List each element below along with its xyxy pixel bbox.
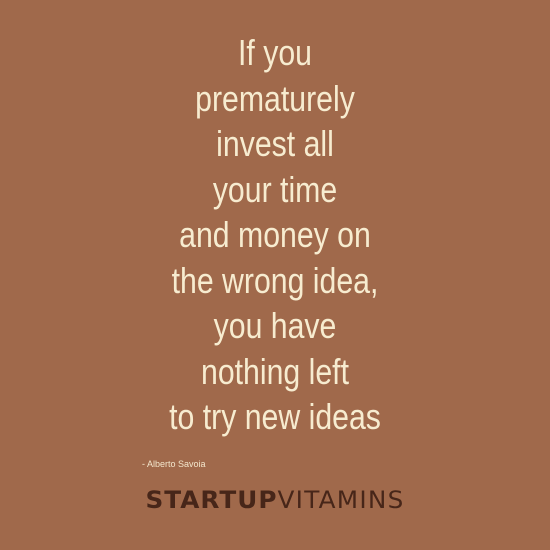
quote-attribution: - Alberto Savoia: [142, 459, 206, 469]
quote-line: your time: [212, 168, 338, 210]
quote-line: to try new ideas: [169, 396, 381, 437]
quote-line: If you: [238, 32, 312, 73]
quote-text: [44, 30, 506, 440]
quote-line: you have: [213, 305, 337, 346]
quote-line: nothing left: [201, 350, 349, 392]
quote-line: and money on: [179, 214, 371, 255]
brand-logo: [0, 485, 550, 515]
quote-line: invest all: [216, 123, 334, 164]
quote-line: the wrong idea,: [171, 259, 379, 301]
quote-line: prematurely: [195, 77, 355, 119]
brand-logo-light: VITAMINS: [277, 486, 405, 514]
brand-logo-bold: STARTUP: [145, 486, 278, 514]
